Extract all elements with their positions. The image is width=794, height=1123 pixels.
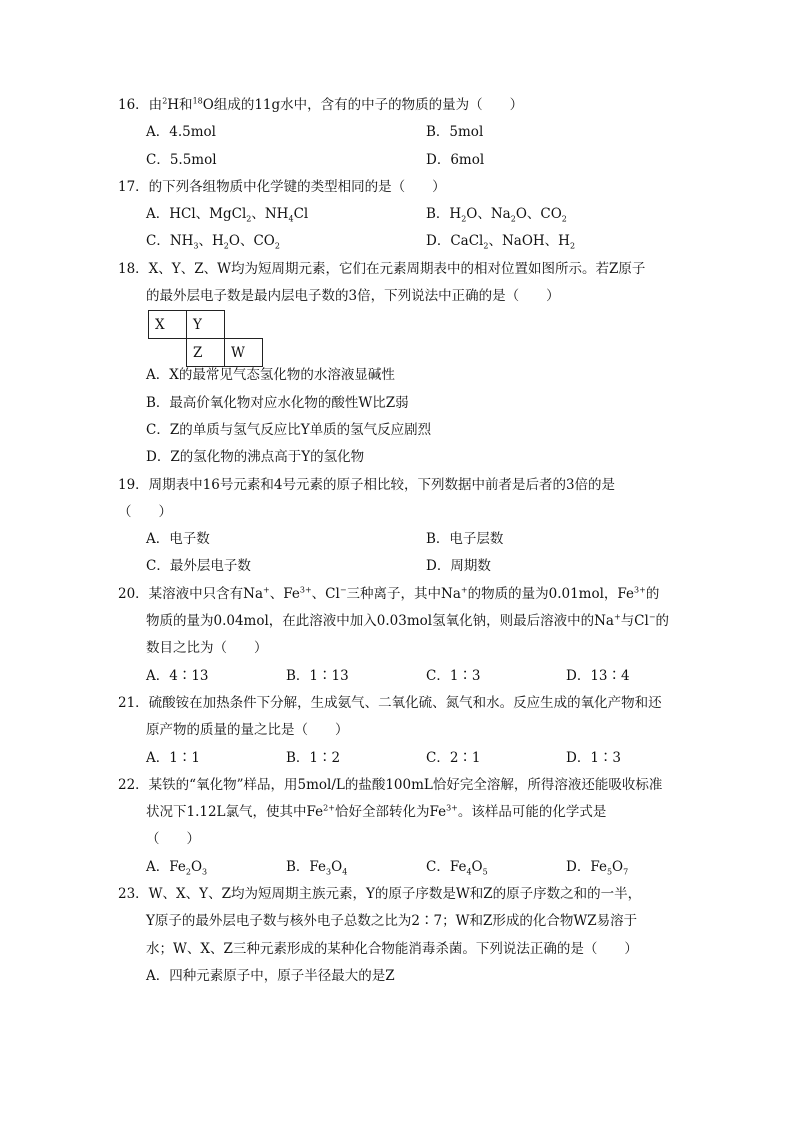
q21-option-a[interactable]: A．1∶1 — [146, 749, 200, 766]
question-20-stem-line-2: 物质的量为0.04mol，在此溶液中加入0.03mol氢氧化钠，则最后溶液中的Na+与Cl−的 — [146, 612, 670, 630]
question-22-options — [0, 854, 794, 881]
grid-cell-x: X — [149, 311, 187, 339]
q22-option-d[interactable]: D．$Fe_5O_7$ — [566, 858, 629, 877]
grid-cell-z: Z — [187, 339, 225, 367]
question-16-stem: 16．由$^2$H和$^{18}$O组成的11g水中，含有的中子的物质的量为（ ） — [118, 96, 524, 113]
question-19-stem-line-1: 19．周期表中16号元素和4号元素的原子相比较，下列数据中前者是后者的3倍的是 — [118, 476, 616, 493]
question-17-stem: 17．的下列各组物质中化学键的类型相同的是（ ） — [118, 178, 446, 195]
question-22-stem-line-2: 状况下1.12L氯气，使其中$Fe^{2+}$恰好全部转化为$Fe^{3+}$。该样品可能的化学式是 — [146, 803, 607, 821]
question-17-options-row-1 — [0, 201, 794, 228]
q16-option-c[interactable]: C．5.5mol — [146, 151, 217, 168]
question-17-options-row-2 — [0, 228, 794, 255]
q18-option-a[interactable]: A．X的最常见气态氢化物的水溶液显碱性 — [146, 367, 395, 384]
q17-option-d[interactable]: D．CaCl$_2$、NaOH、$H_2$ — [426, 233, 576, 252]
question-19-options-row-1 — [0, 526, 794, 553]
q18-option-b[interactable]: B．最高价氧化物对应水化物的酸性W比Z弱 — [146, 394, 409, 411]
question-19-stem-line-2: （ ） — [118, 503, 172, 520]
grid-cell-w: W — [225, 339, 263, 367]
q16-option-a[interactable]: A．4.5mol — [146, 124, 216, 141]
q18-option-c[interactable]: C．Z的单质与氢气反应比Y单质的氢气反应剧烈 — [146, 421, 432, 438]
question-22-stem-line-3: （ ） — [146, 831, 200, 848]
q19-option-a[interactable]: A．电子数 — [146, 531, 210, 548]
question-16-options-row-1 — [0, 119, 794, 146]
question-18-stem-line-1: 18．X、Y、Z、W均为短周期元素，它们在元素周期表中的相对位置如图所示。若Z原子 — [118, 260, 646, 277]
q22-option-a[interactable]: A．$Fe_2O_3$ — [146, 858, 208, 877]
question-21-options — [0, 745, 794, 772]
q16-option-b[interactable]: B．5mol — [426, 124, 484, 141]
q20-option-b[interactable]: B．1∶13 — [286, 667, 349, 684]
question-20-options — [0, 663, 794, 690]
periodic-position-grid — [0, 310, 794, 362]
q22-option-b[interactable]: B．$Fe_3O_4$ — [286, 858, 348, 877]
q21-option-d[interactable]: D．1∶3 — [566, 749, 622, 766]
grid-cell-empty — [225, 311, 263, 339]
q21-option-c[interactable]: C．2∶1 — [426, 749, 481, 766]
question-21-stem-line-1: 21．硫酸铵在加热条件下分解，生成氨气、二氧化硫、氮气和水。反应生成的氧化产物和还 — [118, 694, 662, 711]
q19-option-c[interactable]: C．最外层电子数 — [146, 558, 251, 575]
question-20-stem-line-3: 数目之比为（ ） — [146, 640, 268, 657]
q17-option-b[interactable]: B．$H_2O$、$Na_2O$、$CO_2$ — [426, 206, 567, 224]
question-21-stem-line-2: 原产物的质量的量之比是（ ） — [146, 722, 349, 739]
question-23-stem-line-1: 23．W、X、Y、Z均为短周期主族元素，Y的原子序数是W和Z的原子序数之和的一半， — [118, 886, 642, 903]
q20-option-c[interactable]: C．1∶3 — [426, 667, 481, 684]
q21-option-b[interactable]: B．1∶2 — [286, 749, 341, 766]
question-23-stem-line-2: Y原子的最外层电子数与核外电子总数之比为2∶7；W和Z形成的化合物WZ易溶于 — [146, 913, 638, 930]
q22-option-c[interactable]: C．$Fe_4O_5$ — [426, 858, 488, 877]
exam-page — [0, 92, 794, 990]
q20-option-d[interactable]: D．13∶4 — [566, 667, 630, 684]
q18-option-d[interactable]: D．Z的氢化物的沸点高于Y的氢化物 — [146, 449, 365, 466]
q17-option-c[interactable]: C．$NH_3$、$H_2O$、$CO_2$ — [146, 233, 280, 252]
q17-option-a[interactable]: A．HCl、MgCl$_2$、$NH_4Cl$ — [146, 206, 309, 224]
question-22-stem-line-1: 22．某铁的“氧化物”样品，用5mol/L的盐酸100mL恰好完全溶解，所得溶液还能吸收标准 — [118, 776, 663, 793]
q23-option-a[interactable]: A．四种元素原子中，原子半径最大的是Z — [146, 967, 395, 984]
q16-option-d[interactable]: D．6mol — [426, 151, 485, 168]
q19-option-d[interactable]: D．周期数 — [426, 558, 491, 575]
question-18-stem-line-2: 的最外层电子数是最内层电子数的3倍，下列说法中正确的是（ ） — [146, 288, 560, 305]
q20-option-a[interactable]: A．4∶13 — [146, 667, 209, 684]
question-23-stem-line-3: 水；W、X、Z三种元素形成的某种化合物能消毒杀菌。下列说法正确的是（ ） — [146, 940, 638, 957]
question-20-stem-line-1: 20．某溶液中只含有Na+、$Fe^{3+}$、Cl−三种离子，其中Na+的物质的量为0.01mol，$Fe^{3+}$的 — [118, 585, 660, 602]
question-16-options-row-2 — [0, 147, 794, 174]
grid-cell-y: Y — [187, 311, 225, 339]
question-19-options-row-2 — [0, 553, 794, 580]
q19-option-b[interactable]: B．电子层数 — [426, 531, 504, 548]
